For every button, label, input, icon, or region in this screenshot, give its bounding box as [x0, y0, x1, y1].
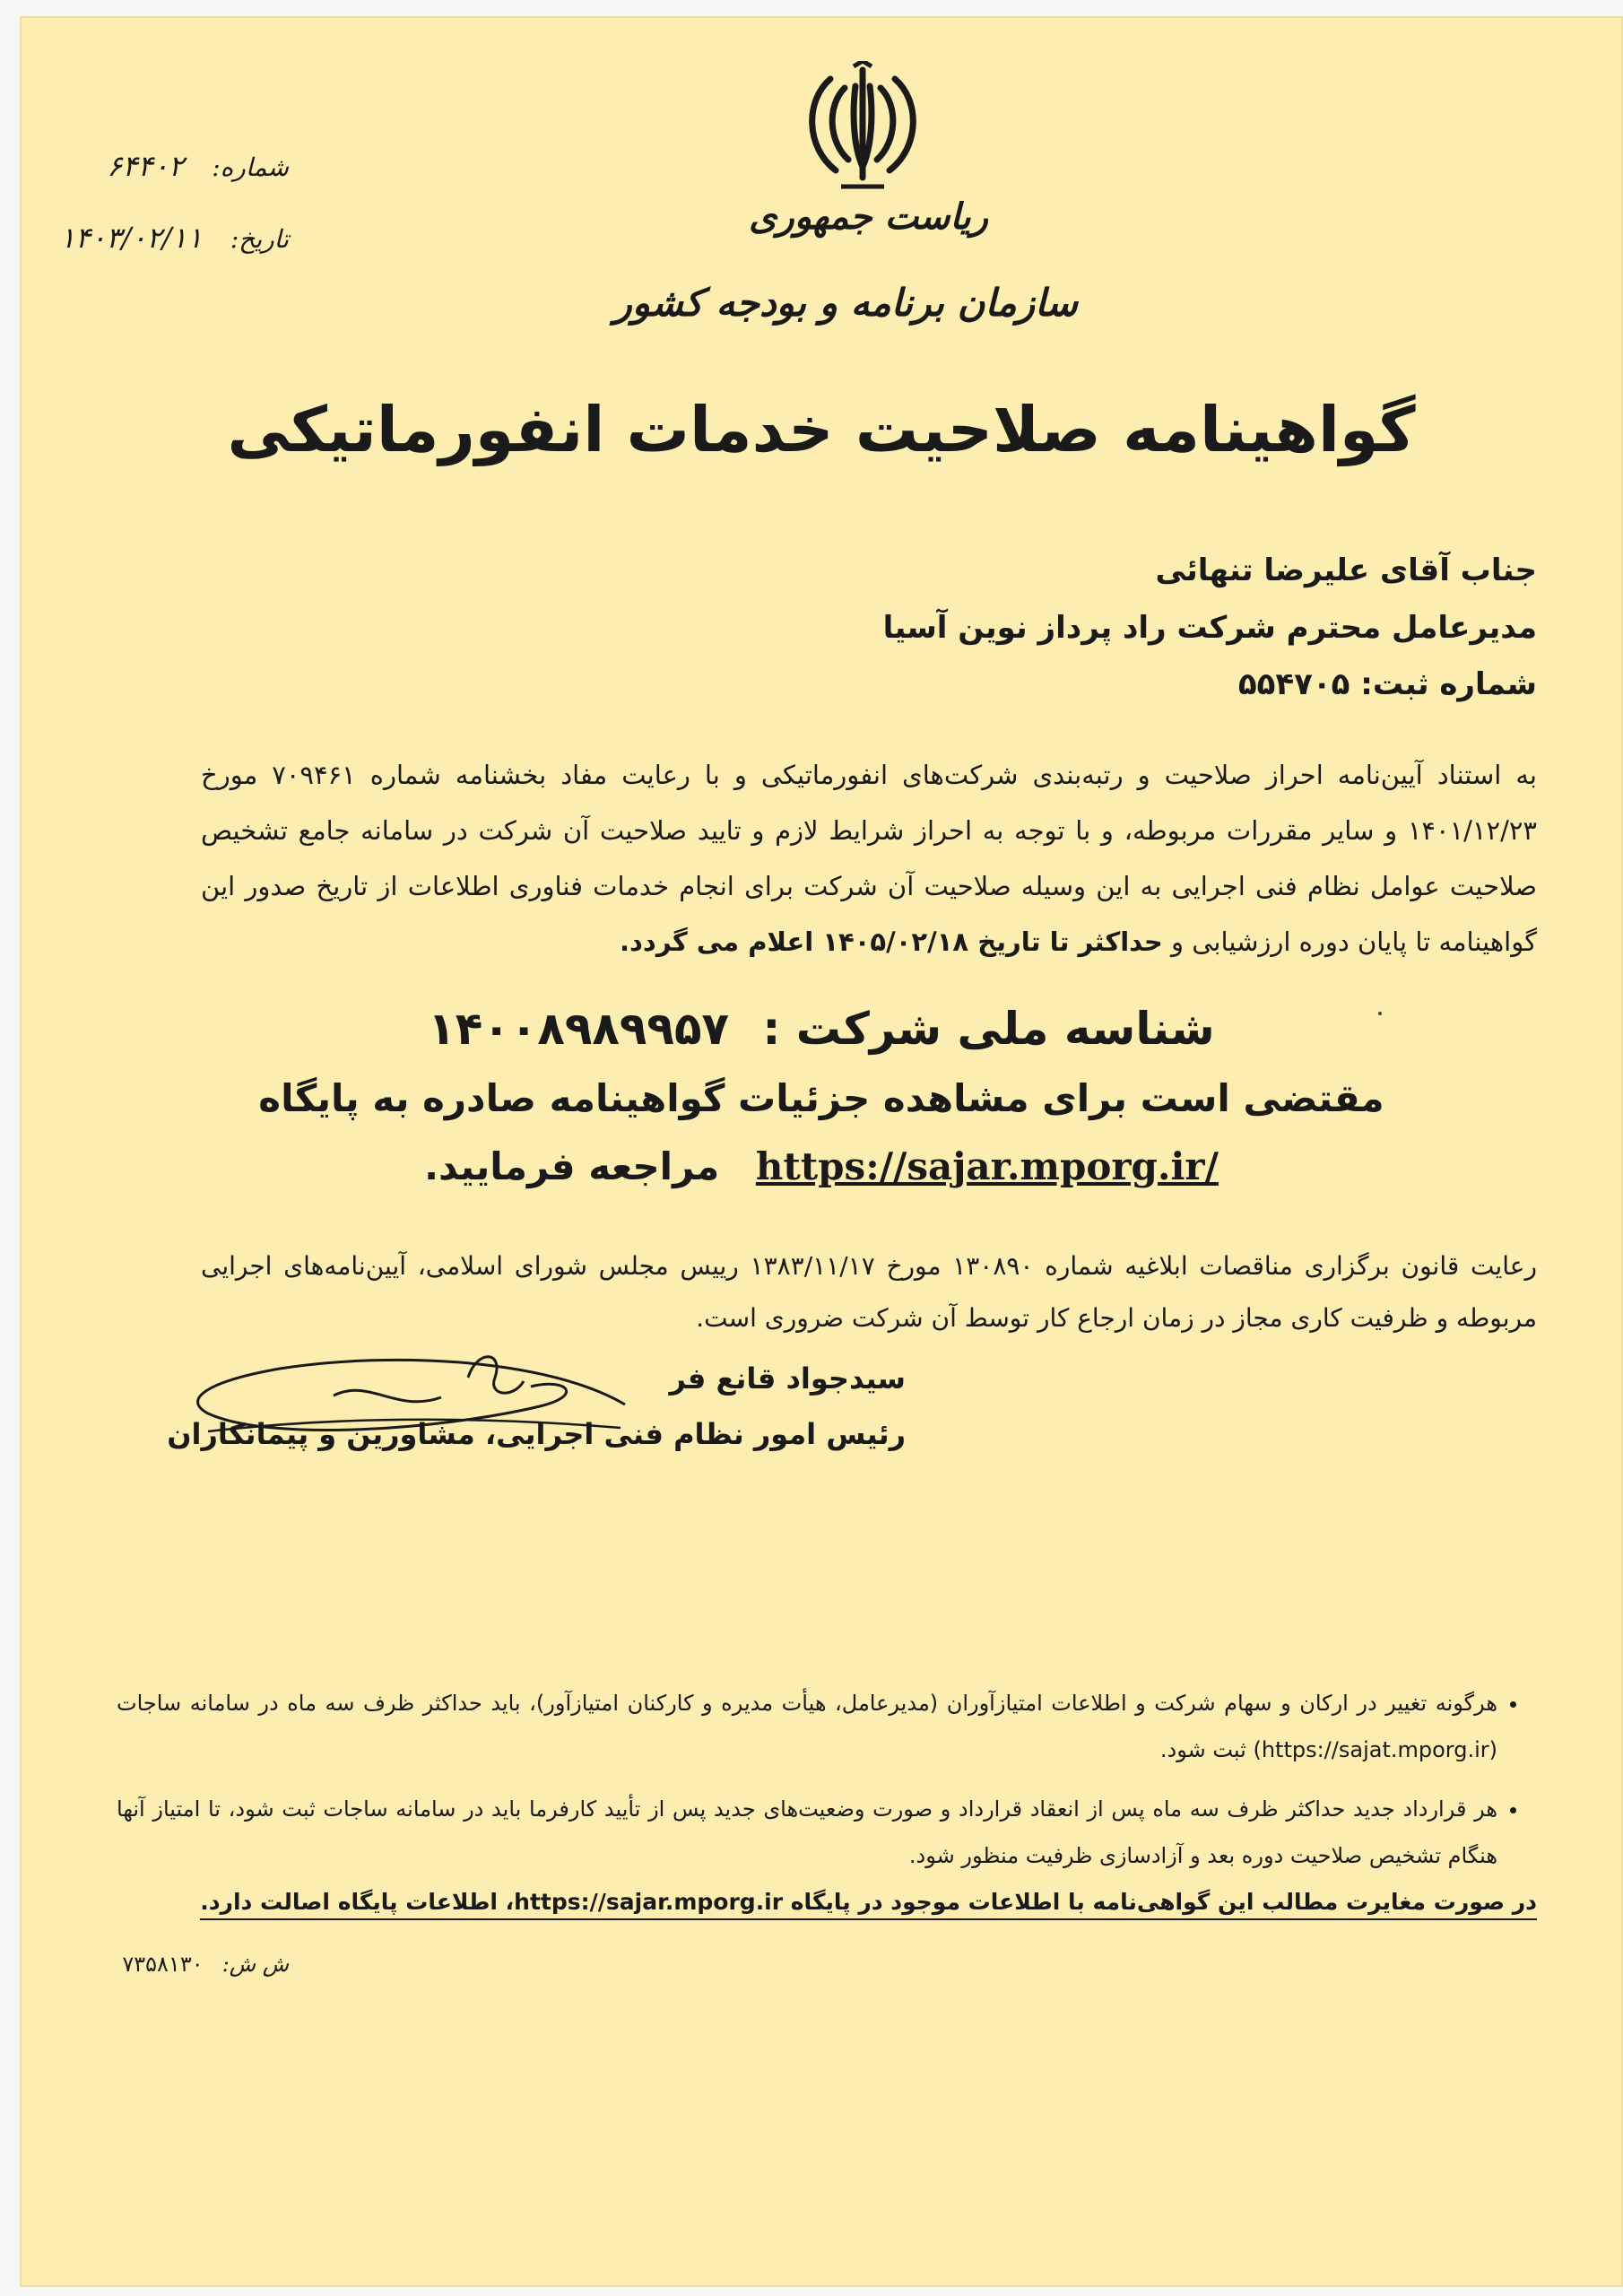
- refer-line: مقتضی است برای مشاهده جزئیات گواهینامه صادره به پایگاه: [258, 1076, 1384, 1120]
- signatory-name: سیدجواد قانع فر: [669, 1361, 906, 1396]
- national-id-label: شناسه ملی شرکت :: [762, 1003, 1215, 1055]
- national-id-value: ۱۴۰۰۸۹۸۹۹۵۷: [428, 1003, 729, 1055]
- letter-date-label: تاریخ:: [230, 224, 289, 254]
- scan-dot: [1378, 1012, 1382, 1015]
- addressee-name: جناب آقای علیرضا تنهائی: [1155, 552, 1537, 588]
- letter-number-label: شماره:: [212, 152, 289, 182]
- signatory-title: رئیس امور نظام فنی اجرایی، مشاورین و پیمانکاران: [167, 1417, 906, 1451]
- letter-date: [56, 221, 289, 255]
- certificate-paragraph: [201, 747, 1537, 970]
- note-item: • هر قرارداد جدید حداکثر ظرف سه ماه پس از انعقاد قرارداد و صورت وضعیت‌های جدید پس از تأیید کارفرما باید در سامانه ساجات ثبت شود، تا امتیاز آنها هنگام تشخیص صلاحیت دوره بعد و آزادسازی ظرفیت منظور شود.: [117, 1786, 1497, 1879]
- authenticity-notice: در صورت مغایرت مطالب این گواهی‌نامه با اطلاعات موجود در پایگاه https://sajar.mporg.ir، اطلاعات پایگاه اصالت دارد.: [200, 1889, 1537, 1920]
- certificate-validity: حداکثر تا تاریخ ۱۴۰۵/۰۲/۱۸ اعلام می گردد.: [620, 926, 1163, 957]
- serial-label: ش ش:: [221, 1952, 289, 1977]
- iran-emblem-icon: [800, 61, 925, 196]
- refer-tail: مراجعه فرمایید.: [424, 1144, 720, 1188]
- certificate-paragraph-text: به استناد آیین‌نامه احراز صلاحیت و رتبه‌بندی شرکت‌های انفورماتیکی و با رعایت مفاد بخشنامه شماره ۷۰۹۴۶۱ مورخ ۱۴۰۱/۱۲/۲۳ و سایر مقررات مربوطه، و با توجه به احراز شرایط لازم و تایید صلاحیت آن شرکت در سامانه جامع تشخیص صلاحیت عوامل نظام فنی اجرایی به این وسیله صلاحیت آن شرکت برای انجام خدمات فناوری اطلاعات از تاریخ صدور این گواهینامه تا پایان دوره ارزشیابی و: [201, 760, 1537, 957]
- handwritten-signature: [172, 1342, 638, 1449]
- registration-number: شماره ثبت: ۵۵۴۷۰۵: [1237, 666, 1537, 702]
- org-line-presidency: ریاست جمهوری: [749, 196, 988, 238]
- law-paragraph: رعایت قانون برگزاری مناقصات ابلاغیه شماره ۱۳۰۸۹۰ مورخ ۱۳۸۳/۱۱/۱۷ رییس مجلس شورای اسلامی، آیین‌نامه‌های اجرایی مربوطه و ظرفیت کاری مجاز در زمان ارجاع کار توسط آن شرکت ضروری است.: [201, 1251, 1538, 1333]
- org-line-organization: سازمان برنامه و بودجه کشور: [613, 281, 1078, 325]
- refer-link-line: [20, 1144, 1623, 1188]
- letter-number: [56, 149, 289, 183]
- national-id: [20, 1003, 1623, 1055]
- serial-value: ۷۳۵۸۱۳۰: [122, 1952, 204, 1977]
- addressee-position: مدیرعامل محترم شرکت راد پرداز نوین آسیا: [882, 610, 1537, 646]
- letter-number-value: ۶۴۴۰۲: [107, 149, 185, 183]
- note-item: • هرگونه تغییر در ارکان و سهام شرکت و اطلاعات امتیازآوران (مدیرعامل، هیأت مدیره و کارکنان امتیازآور)، باید حداکثر ظرف سه ماه در سامانه ساجات (https://sajat.mporg.ir) ثبت شود.: [117, 1680, 1497, 1773]
- document-title: گواهینامه صلاحیت خدمات انفورماتیکی: [227, 393, 1416, 466]
- letter-date-value: ۱۴۰۳/۰۲/۱۱: [59, 221, 203, 255]
- sajar-link[interactable]: https://sajar.mporg.ir/: [755, 1144, 1219, 1188]
- certificate-page: [20, 16, 1623, 2287]
- serial-number: [122, 1952, 289, 1977]
- notes-list: [117, 1680, 1537, 1892]
